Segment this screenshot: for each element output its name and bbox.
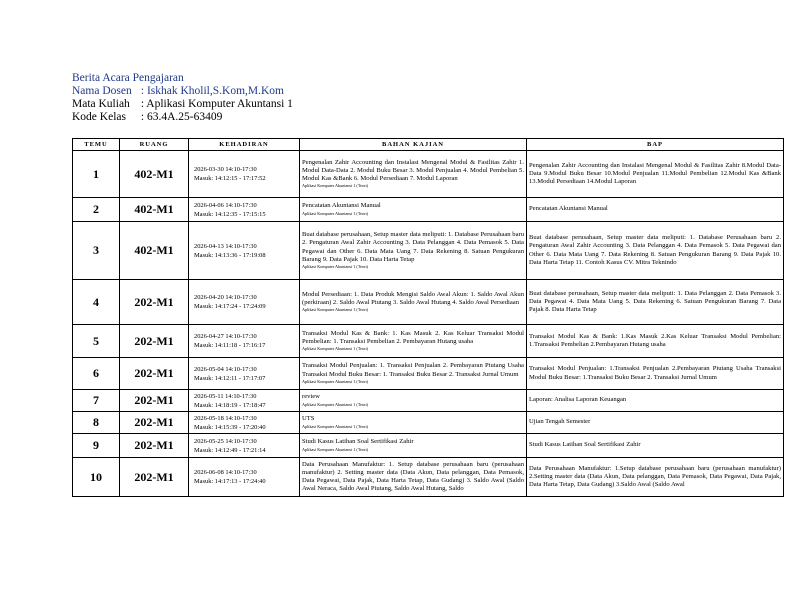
bap-cell (527, 412, 784, 434)
study-material-text: Pengenalan Zahir Accounting dan Instalasi Mengenal Modul & Fasilitas Zahir 1. Modul Data-Data 2. Modul Buku Besar 3. Modul Penjualan 4. Modul Pembelian 5. Modul Kas &Bank 6. Modul Persediaan 7. Modul Laporan (302, 158, 524, 183)
check-in-time: Masuk: 14:12:15 - 17:17:52 (194, 175, 266, 182)
room-code: 202-M1 (134, 366, 174, 380)
bap-text: Buat database perusahaan, Setup master data meliputi: 1. Data Pelanggan 2. Data Pemasok 3. Data Pegawai 4. Data Mata Uang 5. Data Rekening 6. Satuan Pengukuran Barang 7. Data Pajak 8. Data Harta Tetap (529, 289, 781, 314)
bap-cell (527, 280, 784, 325)
meeting-number: 4 (93, 294, 99, 309)
check-in-time: Masuk: 14:11:18 - 17:16:17 (194, 342, 266, 349)
course-tag: Aplikasi Komputer Akuntansi 1 (Teori) (302, 307, 368, 313)
attendance-cell (189, 458, 300, 497)
column-header-bap: BAP (527, 139, 784, 151)
attendance-cell (189, 222, 300, 280)
meeting-number-cell (73, 458, 120, 497)
table-row (73, 458, 784, 497)
study-material-text: Transaksi Modul Penjualan: 1. Transaksi Penjualan 2. Pembayaran Piutang Usaha Transaksi Modul Buku Besar: 1. Transaksi Buku Besar 2. Transaksi Jurnal Umum (302, 362, 524, 378)
table-row (73, 358, 784, 390)
room-cell (120, 198, 189, 222)
meeting-number-cell (73, 151, 120, 198)
room-cell (120, 358, 189, 390)
room-code: 402-M1 (134, 243, 174, 257)
bap-cell (527, 390, 784, 412)
session-datetime: 2026-04-20 14:10-17:30 (194, 294, 257, 301)
bap-text: Data Perusahaan Manufaktur: 1.Setup database perusahaan baru (perusahaan manufaktur) 2.Setting master data (Data Akun, Data pelanggan, Data Pemasok, Data Pegawai, Data Pajak, Data Harta Tetap, Data Gudang) 3.Saldo Awal (Saldo Awal (529, 464, 781, 489)
room-cell (120, 280, 189, 325)
study-material-cell (300, 222, 527, 280)
meeting-number-cell (73, 222, 120, 280)
study-material-cell (300, 151, 527, 198)
bap-text: Transaksi Modul Kas & Bank: 1.Kas Masuk 2.Kas Keluar Transaksi Modul Pembelian: 1.Transaksi Pembelian 2.Pembayaran Hutang usaha (529, 332, 781, 348)
study-material-text: Modul Persediaan: 1. Data Produk Mengisi Saldo Awal Akun: 1. Saldo Awal Akun (perkiraan) 2. Saldo Awal Piutang 3. Saldo Awal Hutang 4. Saldo Awal Persediaan (302, 290, 524, 306)
meeting-number: 8 (93, 415, 99, 429)
study-material-text: Pencatatan Akuntansi Manual (302, 202, 381, 210)
bap-cell (527, 198, 784, 222)
meeting-number: 2 (93, 202, 99, 216)
bap-text: Transaksi Modul Penjualan: 1.Transaksi Penjualan 2.Pembayaran Piutang Usaha Transaksi Modul Buku Besar: 1.Transaksi Buku Besar 2. Transaksi Jurnal Umum (529, 365, 781, 381)
meeting-number-cell (73, 325, 120, 358)
study-material-text: Buat database perusahaan, Setup master data meliputi: 1. Database Perusahaan baru 2. Pengaturan Awal Zahir Accounting 3. Data Pelanggan 4. Data Pemasok 5. Data Pegawai dan Other 6. Data Mata Uang 7. Data Rekening 8. Satuan Pengukuran Barang 9. Data Pajak 10. Data Harta Tetap (302, 231, 524, 263)
bap-cell (527, 358, 784, 390)
study-material-cell (300, 412, 527, 434)
session-datetime: 2026-04-27 14:10-17:30 (194, 333, 257, 340)
table-row (73, 412, 784, 434)
meeting-number-cell (73, 390, 120, 412)
check-in-time: Masuk: 14:17:24 - 17:24:09 (194, 303, 266, 310)
bap-cell (527, 434, 784, 458)
check-in-time: Masuk: 14:17:13 - 17:24:40 (194, 478, 266, 485)
study-material-cell (300, 358, 527, 390)
meeting-number-cell (73, 412, 120, 434)
room-cell (120, 434, 189, 458)
class-value: : 63.4A.25-63409 (140, 111, 223, 123)
table-row (73, 434, 784, 458)
bap-text: Pengenalan Zahir Accounting dan Instalasi Mengenal Modul & Fasilitas Zahir 8.Modul Data-Data 9.Modul Buku Besar 10.Modul Penjualan 11.Modul Pembelian 12.Modul Kas &Bank 13.Modul Persediaan 14.Modul Laporan (529, 161, 781, 186)
meeting-number: 9 (93, 438, 99, 452)
check-in-time: Masuk: 14:18:19 - 17:18:47 (194, 401, 266, 409)
lecturer-line (72, 85, 293, 98)
study-material-text: UTS (302, 415, 315, 423)
session-datetime: 2026-04-06 14:10-17:30 (194, 201, 257, 209)
column-header-ruang: RUANG (120, 139, 189, 151)
attendance-cell (189, 412, 300, 434)
session-datetime: 2026-06-08 14:10-17:30 (194, 469, 257, 476)
bap-text: Ujian Tengah Semester (529, 418, 591, 426)
attendance-cell (189, 358, 300, 390)
meeting-number-cell (73, 198, 120, 222)
course-tag: Aplikasi Komputer Akuntansi 1 (Teori) (302, 210, 368, 216)
check-in-time: Masuk: 14:12:35 - 17:15:15 (194, 210, 266, 218)
meeting-number: 10 (90, 469, 102, 484)
bap-cell (527, 325, 784, 358)
room-code: 402-M1 (134, 202, 174, 216)
study-material-text: Data Perusahaan Manufaktur: 1. Setup database perusahaan baru (perusahaan manufaktur) 2. Setting master data (Data Akun, Data pelanggan, Data Pemasok, Data Pegawai, Data Pajak, Data Harta Tetap, Data Gudang) 3. Saldo Awal (Saldo Awal Neraca, Saldo Awal Piutang, Saldo Awal Hutang, Saldo (302, 460, 524, 493)
room-cell (120, 151, 189, 198)
session-datetime: 2026-03-30 14:10-17:30 (194, 166, 257, 173)
room-code: 202-M1 (134, 438, 174, 452)
teaching-record-table (72, 138, 784, 497)
room-code: 202-M1 (134, 333, 174, 348)
study-material-text: Transaksi Modul Kas & Bank: 1. Kas Masuk 2. Kas Keluar Transaksi Modul Pembelian: 1. Transaksi Pembelian 2. Pembayaran Hutang usaha (302, 329, 524, 345)
document-title: Berita Acara Pengajaran (72, 72, 184, 84)
attendance-cell (189, 198, 300, 222)
bap-text: Pencatatan Akuntansi Manual (529, 205, 608, 213)
study-material-cell (300, 198, 527, 222)
attendance-cell (189, 280, 300, 325)
study-material-cell (300, 458, 527, 497)
room-code: 202-M1 (134, 393, 174, 407)
attendance-cell (189, 325, 300, 358)
bap-text: Studi Kasus Latihan Soal Sertifikasi Zahir (529, 441, 641, 449)
course-tag: Aplikasi Komputer Akuntansi 1 (Teori) (302, 263, 368, 269)
study-material-cell (300, 325, 527, 358)
course-tag: Aplikasi Komputer Akuntansi 1 (Teori) (302, 346, 368, 352)
table-row (73, 390, 784, 412)
bap-cell (527, 222, 784, 280)
session-datetime: 2026-05-18 14:10-17:30 (194, 414, 257, 422)
room-cell (120, 458, 189, 497)
study-material-cell (300, 434, 527, 458)
session-datetime: 2026-05-11 14:10-17:30 (194, 392, 257, 400)
room-cell (120, 412, 189, 434)
check-in-time: Masuk: 14:13:36 - 17:19:08 (194, 251, 266, 259)
class-label: Kode Kelas (72, 111, 126, 123)
attendance-cell (189, 390, 300, 412)
check-in-time: Masuk: 14:12:49 - 17:21:14 (194, 446, 266, 454)
session-datetime: 2026-05-04 14:10-17:30 (194, 365, 257, 373)
course-tag: Aplikasi Komputer Akuntansi 1 (Teori) (302, 446, 368, 452)
check-in-time: Masuk: 14:15:39 - 17:20:40 (194, 423, 266, 431)
class-line (72, 111, 293, 124)
lecturer-value: : Iskhak Kholil,S.Kom,M.Kom (140, 85, 284, 97)
table-row (73, 325, 784, 358)
bap-cell (527, 458, 784, 497)
room-code: 402-M1 (134, 166, 174, 181)
room-code: 202-M1 (134, 294, 174, 309)
study-material-text: review (302, 393, 320, 401)
meeting-number: 3 (93, 243, 99, 257)
course-line (72, 98, 293, 111)
course-tag: Aplikasi Komputer Akuntansi 1 (Teori) (302, 378, 368, 384)
document-header (72, 72, 293, 124)
lecturer-label: Nama Dosen (72, 85, 132, 97)
meeting-number: 6 (93, 366, 99, 380)
study-material-cell (300, 280, 527, 325)
meeting-number: 5 (93, 333, 99, 348)
bap-text: Buat database perusahaan, Setup master data meliputi: 1. Database Perusahaan baru 2. Pengaturan Awal Zahir Accounting 3. Data Pelanggan 4. Data Pemasok 5. Data Pegawai dan Other 6. Data Mata Uang 7. Data Rekening 8. Satuan Pengukuran Barang 9. Data Pajak 10. Data Harta Tetap 11. Contoh Kasus CV. Mitra Teknindo (529, 234, 781, 266)
course-value: : Aplikasi Komputer Akuntansi 1 (140, 98, 293, 110)
check-in-time: Masuk: 14:12:11 - 17:17:07 (194, 374, 266, 382)
bap-cell (527, 151, 784, 198)
room-cell (120, 222, 189, 280)
study-material-text: Studi Kasus Latihan Soal Sertifikasi Zahir (302, 438, 414, 446)
attendance-cell (189, 434, 300, 458)
study-material-cell (300, 390, 527, 412)
table-row (73, 222, 784, 280)
session-datetime: 2026-04-13 14:10-17:30 (194, 242, 257, 250)
meeting-number: 7 (93, 393, 99, 407)
meeting-number-cell (73, 280, 120, 325)
session-datetime: 2026-05-25 14:10-17:30 (194, 437, 257, 445)
room-cell (120, 325, 189, 358)
table-row (73, 280, 784, 325)
course-tag: Aplikasi Komputer Akuntansi 1 (Teori) (302, 423, 368, 429)
room-code: 202-M1 (134, 469, 174, 484)
meeting-number-cell (73, 434, 120, 458)
course-tag: Aplikasi Komputer Akuntansi 1 (Teori) (302, 183, 368, 189)
table-row (73, 151, 784, 198)
column-header-kehadiran: KEHADIRAN (189, 139, 300, 151)
meeting-number-cell (73, 358, 120, 390)
course-tag: Aplikasi Komputer Akuntansi 1 (Teori) (302, 401, 368, 407)
column-header-temu: TEMU (73, 139, 120, 151)
table-row (73, 198, 784, 222)
attendance-cell (189, 151, 300, 198)
table-header-row (73, 139, 784, 151)
meeting-number: 1 (93, 166, 99, 181)
room-cell (120, 390, 189, 412)
bap-text: Laporan: Analisa Laporan Keuangan (529, 396, 627, 404)
room-code: 202-M1 (134, 415, 174, 429)
column-header-bahan-kajian: BAHAN KAJIAN (300, 139, 527, 151)
course-label: Mata Kuliah (72, 98, 130, 110)
